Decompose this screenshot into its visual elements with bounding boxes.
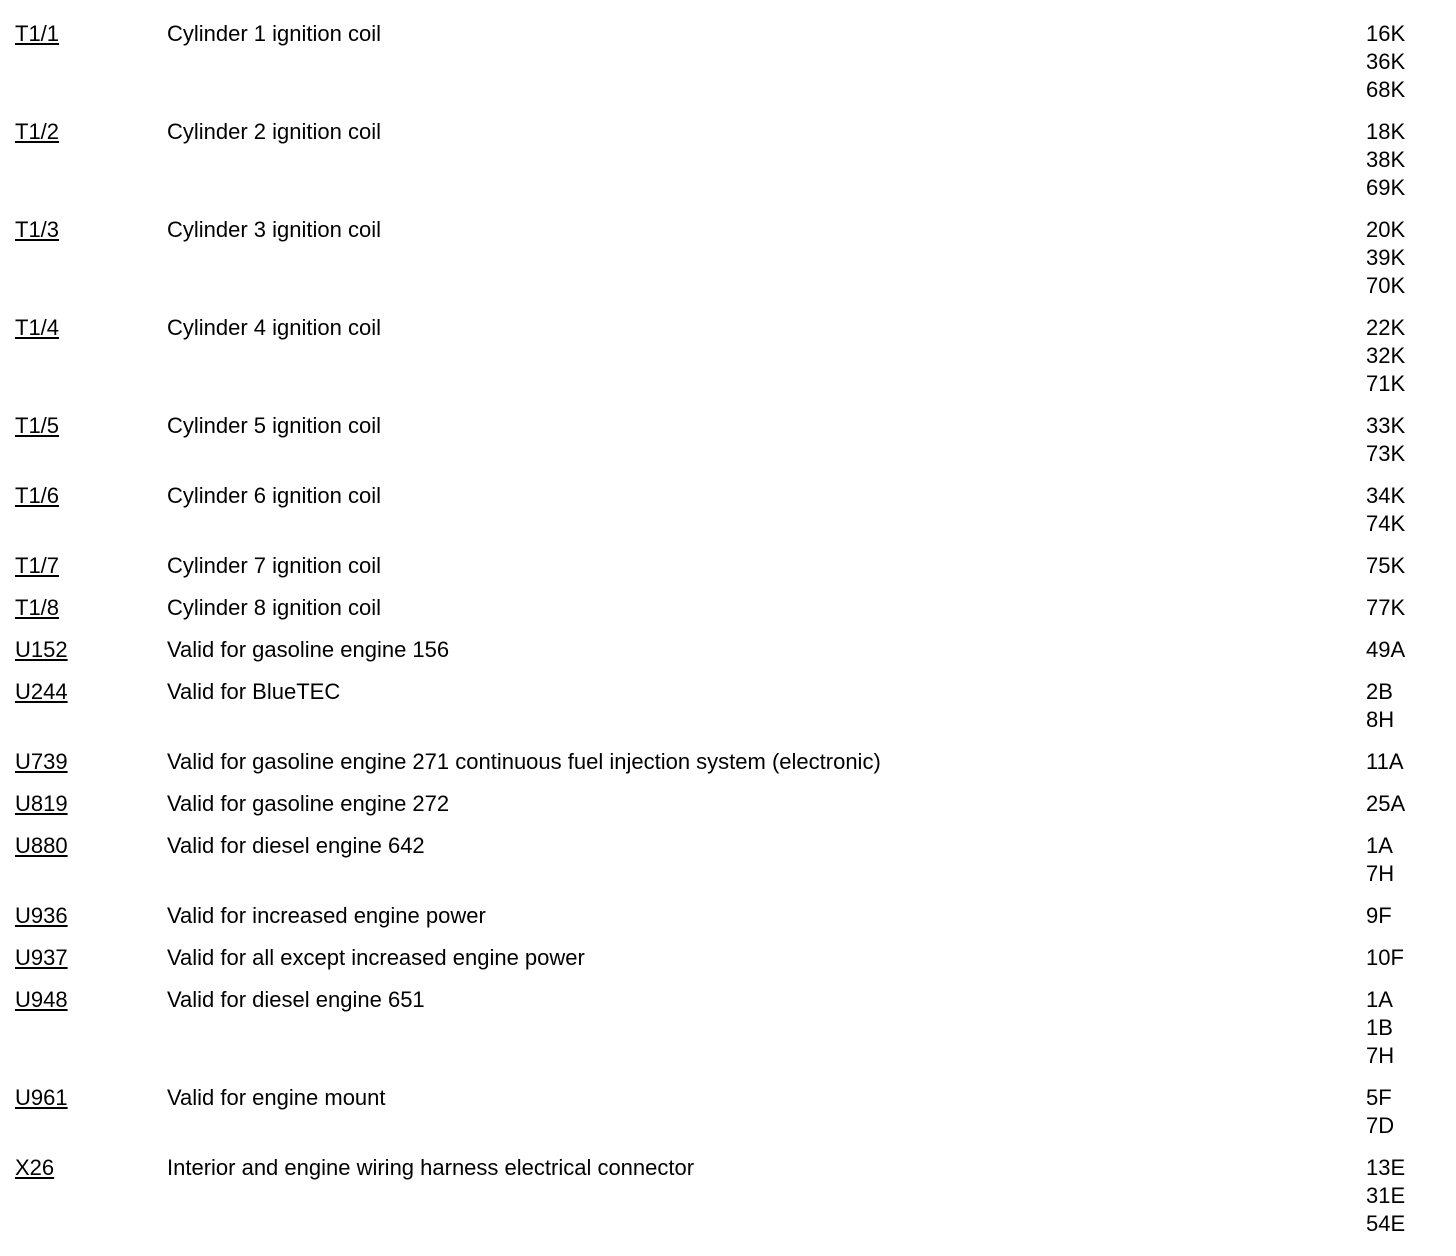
grid-reference: 5F	[1366, 1085, 1392, 1110]
component-code-link[interactable]: T1/8	[15, 595, 60, 620]
grid-reference-list	[1366, 314, 1405, 398]
grid-reference-list	[1366, 1154, 1405, 1238]
grid-reference: 39K	[1366, 245, 1406, 270]
component-code-link[interactable]: U937	[15, 945, 68, 970]
grid-reference-list	[1366, 748, 1404, 776]
component-description: Valid for diesel engine 651	[167, 987, 425, 1012]
component-description: Interior and engine wiring harness electrical connector	[167, 1155, 695, 1180]
component-code-link[interactable]: U152	[15, 637, 68, 662]
grid-reference: 7D	[1366, 1113, 1395, 1138]
grid-reference: 68K	[1366, 77, 1406, 102]
grid-reference: 9F	[1366, 903, 1392, 928]
grid-reference: 13E	[1366, 1155, 1406, 1180]
component-description: Valid for gasoline engine 271 continuous fuel injection system (electronic)	[167, 749, 881, 774]
component-description: Valid for all except increased engine power	[167, 945, 585, 970]
grid-reference: 33K	[1366, 413, 1406, 438]
grid-reference: 77K	[1366, 595, 1406, 620]
grid-reference: 16K	[1366, 21, 1406, 46]
component-description: Cylinder 5 ignition coil	[167, 413, 381, 438]
component-code-link[interactable]: T1/5	[15, 413, 60, 438]
grid-reference: 7H	[1366, 861, 1395, 886]
grid-reference-list	[1366, 118, 1405, 202]
grid-reference: 34K	[1366, 483, 1406, 508]
grid-reference-list	[1366, 902, 1392, 930]
component-code-link[interactable]: U961	[15, 1085, 68, 1110]
component-code-link[interactable]: X26	[15, 1155, 55, 1180]
grid-reference: 75K	[1366, 553, 1406, 578]
component-code-link[interactable]: U880	[15, 833, 68, 858]
grid-reference-list	[1366, 944, 1404, 972]
grid-reference: 11A	[1366, 749, 1404, 774]
component-code-link[interactable]: T1/1	[15, 21, 60, 46]
component-description: Valid for engine mount	[167, 1085, 386, 1110]
component-code-link[interactable]: T1/3	[15, 217, 60, 242]
grid-reference-list	[1366, 986, 1394, 1070]
grid-reference: 71K	[1366, 371, 1406, 396]
component-description: Cylinder 8 ignition coil	[167, 595, 381, 620]
grid-reference: 18K	[1366, 119, 1406, 144]
grid-reference: 8H	[1366, 707, 1395, 732]
component-code-link[interactable]: U739	[15, 749, 68, 774]
grid-reference-list	[1366, 482, 1405, 538]
component-description: Valid for diesel engine 642	[167, 833, 425, 858]
grid-reference-list	[1366, 412, 1405, 468]
grid-reference: 10F	[1366, 945, 1404, 970]
grid-reference: 70K	[1366, 273, 1406, 298]
grid-reference: 38K	[1366, 147, 1406, 172]
grid-reference: 49A	[1366, 637, 1406, 662]
grid-reference: 7H	[1366, 1043, 1395, 1068]
grid-reference-list	[1366, 216, 1405, 300]
component-code-link[interactable]: U948	[15, 987, 68, 1012]
grid-reference-list	[1366, 20, 1405, 104]
component-description: Valid for gasoline engine 272	[167, 791, 450, 816]
grid-reference: 25A	[1366, 791, 1406, 816]
grid-reference: 22K	[1366, 315, 1406, 340]
component-code-link[interactable]: U819	[15, 791, 68, 816]
component-description: Cylinder 1 ignition coil	[167, 21, 381, 46]
component-description: Valid for BlueTEC	[167, 679, 341, 704]
grid-reference-list	[1366, 678, 1394, 734]
component-description: Cylinder 6 ignition coil	[167, 483, 381, 508]
component-description: Valid for increased engine power	[167, 903, 486, 928]
component-description: Cylinder 3 ignition coil	[167, 217, 381, 242]
grid-reference: 73K	[1366, 441, 1406, 466]
grid-reference: 1A	[1366, 833, 1393, 858]
grid-reference: 32K	[1366, 343, 1406, 368]
grid-reference: 2B	[1366, 679, 1393, 704]
grid-reference-list	[1366, 790, 1405, 818]
grid-reference: 1A	[1366, 987, 1393, 1012]
grid-reference-list	[1366, 552, 1405, 580]
component-code-link[interactable]: T1/4	[15, 315, 60, 340]
component-code-link[interactable]: T1/7	[15, 553, 60, 578]
grid-reference: 20K	[1366, 217, 1406, 242]
component-code-link[interactable]: U244	[15, 679, 68, 704]
grid-reference: 31E	[1366, 1183, 1406, 1208]
grid-reference-list	[1366, 594, 1405, 622]
grid-reference: 54E	[1366, 1211, 1406, 1236]
component-code-link[interactable]: T1/6	[15, 483, 60, 508]
component-code-link[interactable]: U936	[15, 903, 68, 928]
component-description: Valid for gasoline engine 156	[167, 637, 450, 662]
component-description: Cylinder 2 ignition coil	[167, 119, 381, 144]
grid-reference-list	[1366, 636, 1405, 664]
component-code-link[interactable]: T1/2	[15, 119, 60, 144]
grid-reference: 74K	[1366, 511, 1406, 536]
grid-reference: 69K	[1366, 175, 1406, 200]
grid-reference-list	[1366, 832, 1394, 888]
grid-reference-list	[1366, 1084, 1394, 1140]
component-description: Cylinder 4 ignition coil	[167, 315, 381, 340]
grid-reference: 36K	[1366, 49, 1406, 74]
component-description: Cylinder 7 ignition coil	[167, 553, 381, 578]
grid-reference: 1B	[1366, 1015, 1393, 1040]
